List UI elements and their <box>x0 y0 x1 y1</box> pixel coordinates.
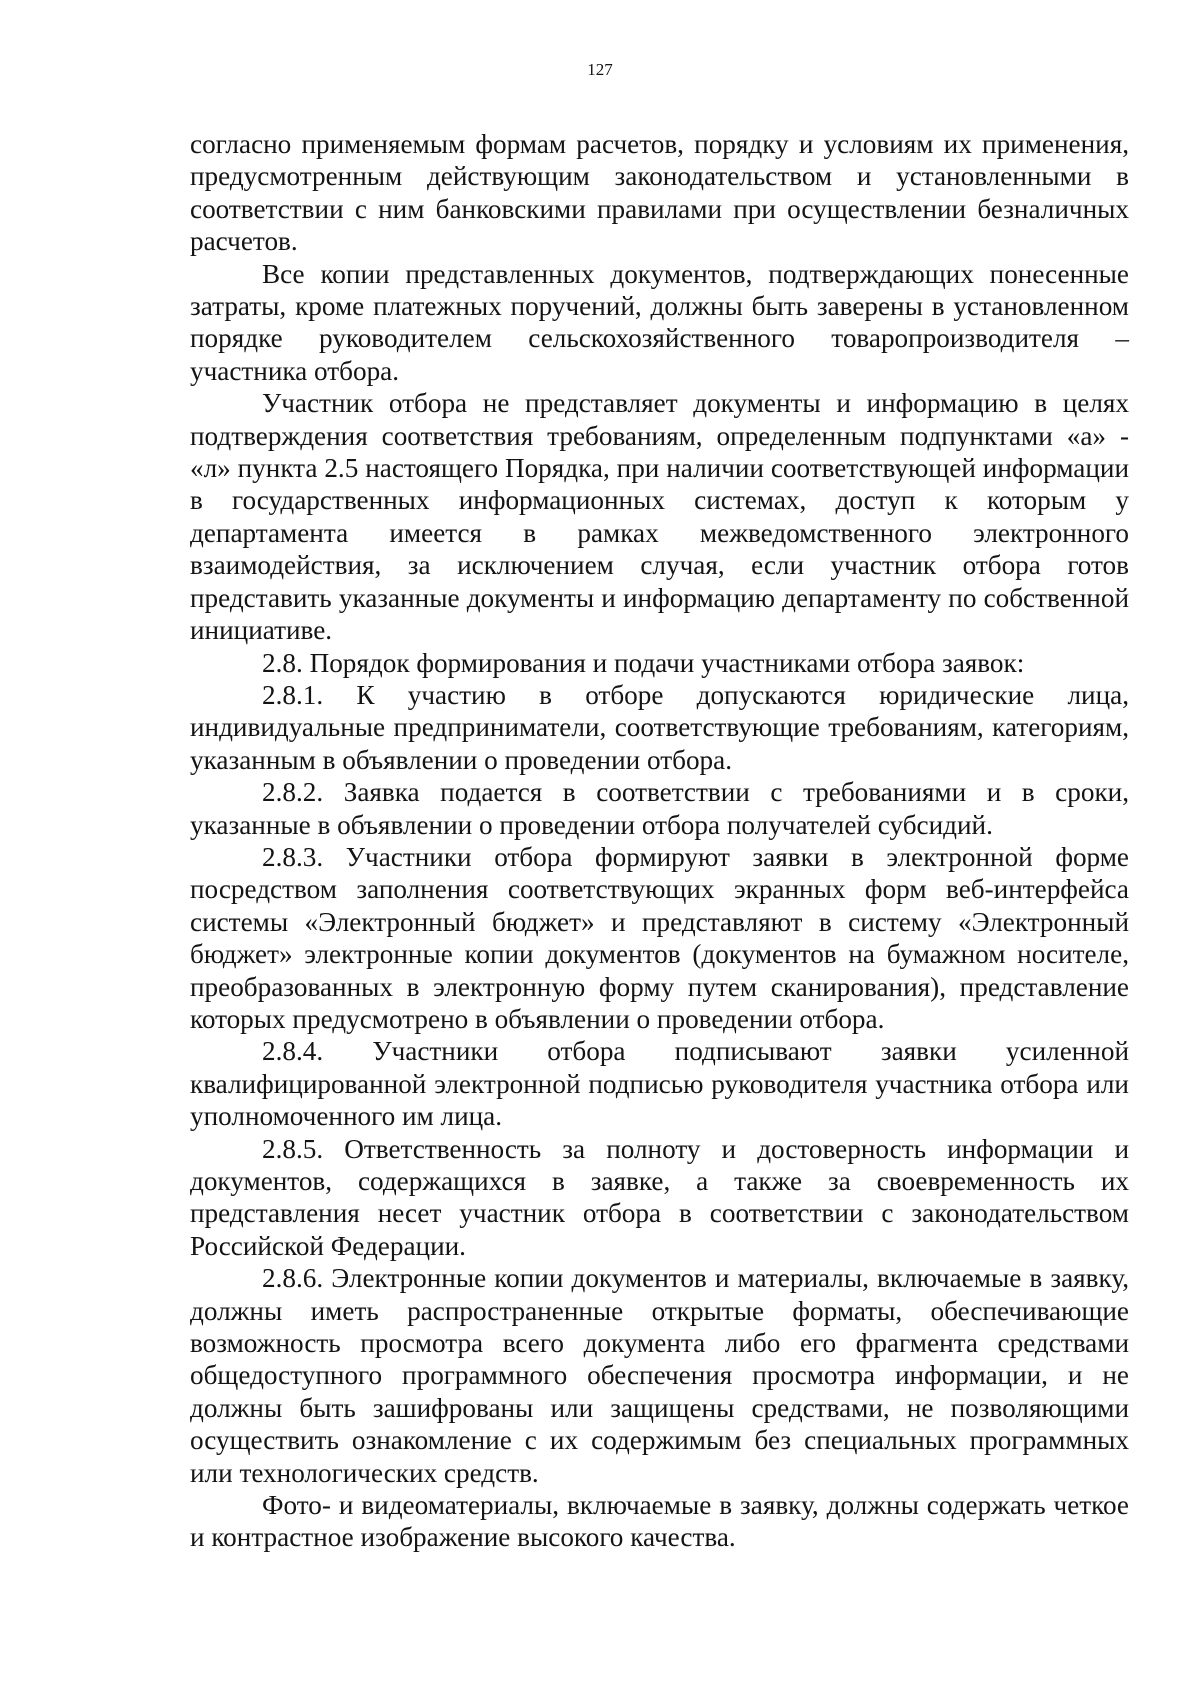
clause-2-8-5: 2.8.5. Ответственность за полноту и достоверность информации и документов, содержащихся в заявке, а также за своевременность их представления несет участник отбора в соответствии с законодательством Российской Федерации. <box>190 1133 1129 1261</box>
paragraph-photo-video: Фото- и видеоматериалы, включаемые в заявку, должны содержать четкое и контрастное изображение высокого качества. <box>190 1490 1129 1553</box>
paragraph-continuation: согласно применяемым формам расчетов, порядку и условиям их применения, предусмотренным действующим законодательством и установленными в соответствии с ним банковскими правилами при осуществлении безналичных расчетов. <box>190 129 1129 257</box>
clause-2-8-4: 2.8.4. Участники отбора подписывают заявки усиленной квалифицированной электронной подписью руководителя участника отбора или уполномоченного им лица. <box>190 1036 1129 1132</box>
page-number: 127 <box>587 60 613 79</box>
clause-2-8-3: 2.8.3. Участники отбора формируют заявки в электронной форме посредством заполнения соответствующих экранных форм веб-интерфейса системы «Электронный бюджет» и представляют в систему «Электронный бюджет» электронные копии документов (документов на бумажном носителе, преобразованных в электронную форму путем сканирования), представление которых предусмотрено в объявлении о проведении отбора. <box>190 841 1129 1034</box>
paragraph-copies-certification: Все копии представленных документов, подтверждающих понесенные затраты, кроме платежных поручений, должны быть заверены в установленном порядке руководителем сельскохозяйственного товаропроизводителя – участника отбора. <box>190 258 1129 386</box>
clause-2-8-2: 2.8.2. Заявка подается в соответствии с требованиями и в сроки, указанные в объявлении о проведении отбора получателей субсидий. <box>190 777 1129 840</box>
clause-2-8-1: 2.8.1. К участию в отборе допускаются юридические лица, индивидуальные предприниматели, соответствующие требованиям, категориям, указанным в объявлении о проведении отбора. <box>190 679 1129 775</box>
clause-2-8-6: 2.8.6. Электронные копии документов и материалы, включаемые в заявку, должны иметь распространенные открытые форматы, обеспечивающие возможность просмотра всего документа либо его фрагмента средствами общедоступного программного обеспечения просмотра информации, и не должны быть зашифрованы или защищены средствами, не позволяющими осуществить ознакомление с их содержимым без специальных программных или технологических средств. <box>190 1263 1129 1488</box>
document-body <box>190 128 1129 1554</box>
section-2-8-heading: 2.8. Порядок формирования и подачи участниками отбора заявок: <box>262 647 1025 678</box>
paragraph-interagency-exchange: Участник отбора не представляет документы и информацию в целях подтверждения соответствия требованиям, определенным подпунктами «а» - «л» пункта 2.5 настоящего Порядка, при наличии соответствующей информации в государственных информационных системах, доступ к которым у департамента имеется в рамках межведомственного электронного взаимодействия, за исключением случая, если участник отбора готов представить указанные документы и информацию департаменту по собственной инициативе. <box>190 388 1129 646</box>
